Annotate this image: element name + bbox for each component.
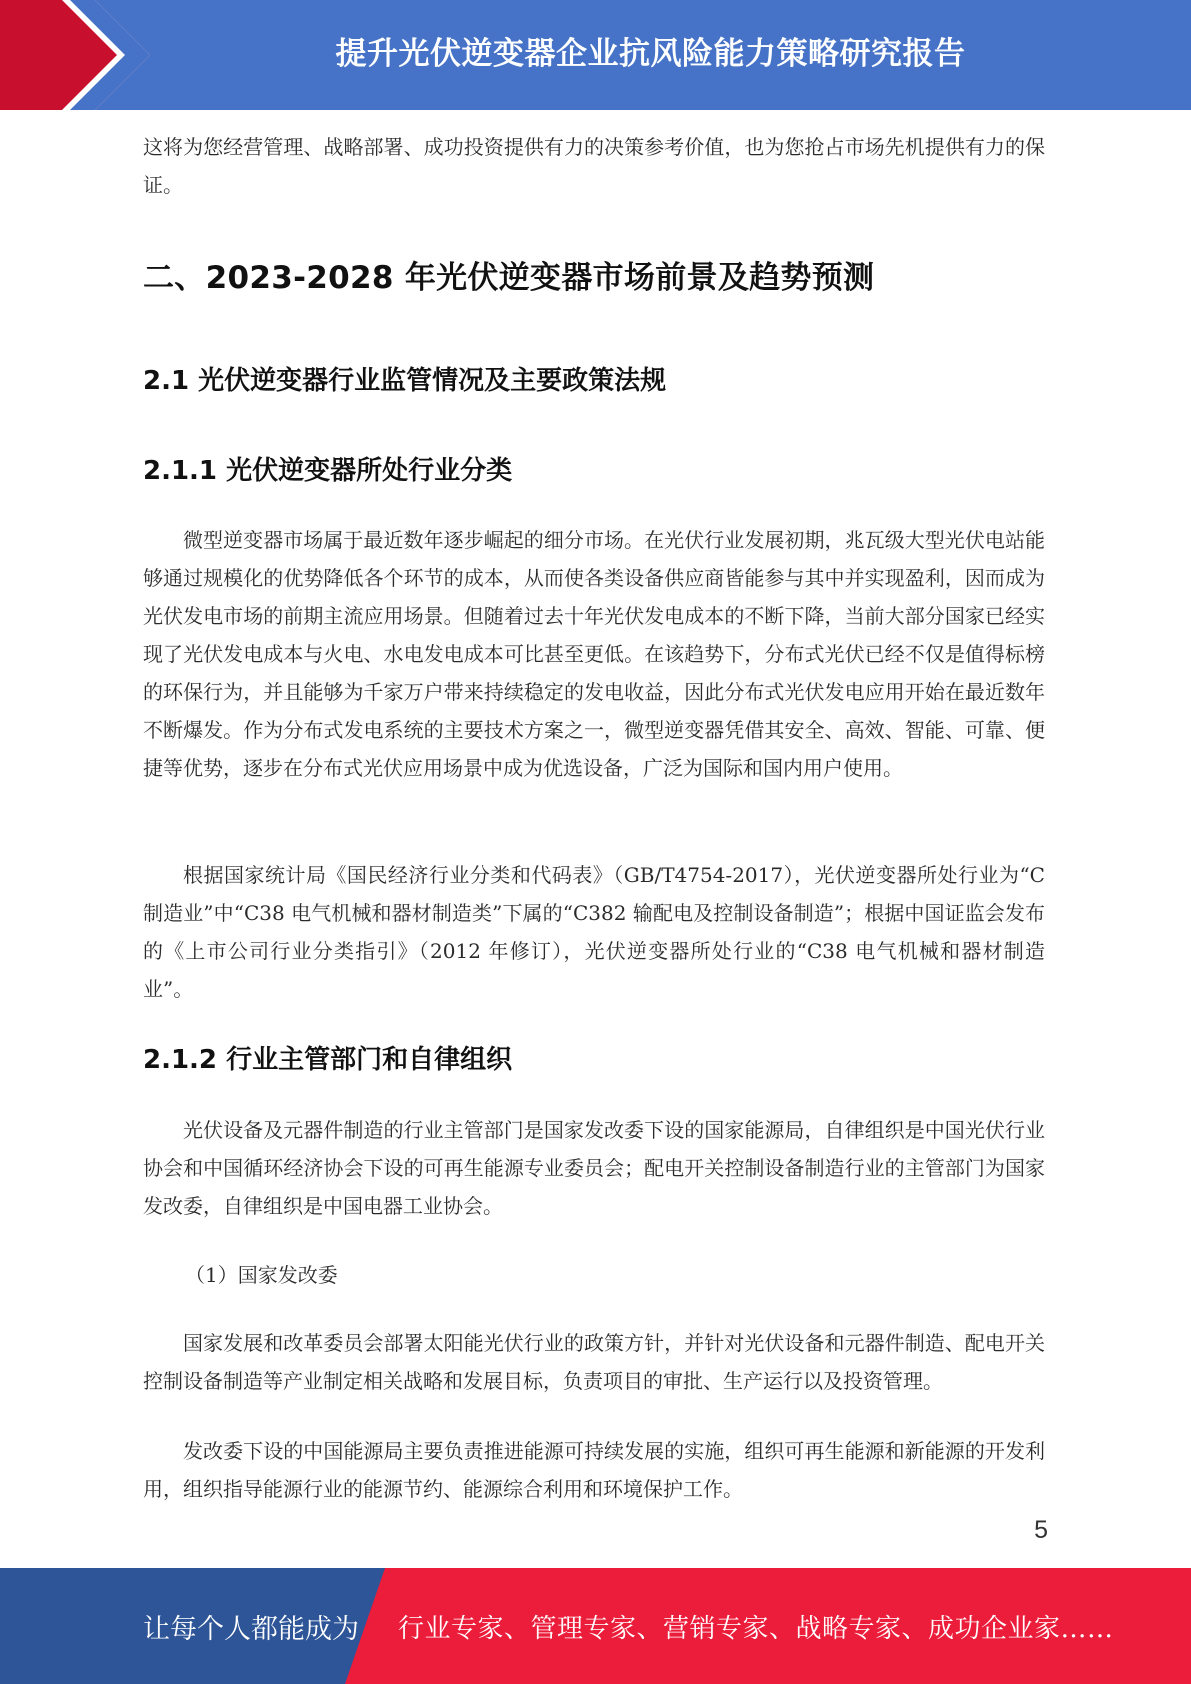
report-title: 提升光伏逆变器企业抗风险能力策略研究报告 <box>335 35 966 72</box>
paragraph-ndrc-duties: 国家发展和改革委员会部署太阳能光伏行业的政策方针，并针对光伏设备和元器件制造、配电开关控制设备制造等产业制定相关战略和发展目标，负责项目的审批、生产运行以及投资管理。 <box>143 1331 1045 1393</box>
intro-paragraph: 这将为您经营管理、战略部署、成功投资提供有力的决策参考价值，也为您抢占市场先机提供有力的保证。 <box>143 135 1045 197</box>
paragraph-microinverter-market: 微型逆变器市场属于最近数年逐步崛起的细分市场。在光伏行业发展初期，兆瓦级大型光伏电站能够通过规模化的优势降低各个环节的成本，从而使各类设备供应商皆能参与其中并实现盈利，因而成为光伏发电市场的前期主流应用场景。但随着过去十年光伏发电成本的不断下降，当前大部分国家已经实现了光伏发电成本与火电、水电发电成本可比甚至更低。在该趋势下，分布式光伏已经不仅是值得标榜的环保行为，并且能够为千家万户带来持续稳定的发电收益，因此分布式光伏发电应用开始在最近数年不断爆发。作为分布式发电系统的主要技术方案之一，微型逆变器凭借其安全、高效、智能、可靠、便捷等优势，逐步在分布式光伏应用场景中成为优选设备，广泛为国际和国内用户使用。 <box>143 528 1045 780</box>
subsection-heading-2-1-1: 2.1.1 光伏逆变器所处行业分类 <box>143 456 513 486</box>
subsection-heading-2-1-2: 2.1.2 行业主管部门和自律组织 <box>143 1045 513 1075</box>
footer-slogan-right: 行业专家、管理专家、营销专家、战略专家、成功企业家…… <box>398 1613 1114 1644</box>
footer-slogan-left: 让每个人都能成为 <box>143 1613 359 1645</box>
paragraph-regulators: 光伏设备及元器件制造的行业主管部门是国家发改委下设的国家能源局，自律组织是中国光伏行业协会和中国循环经济协会下设的可再生能源专业委员会；配电开关控制设备制造行业的主管部门为国家发改委，自律组织是中国电器工业协会。 <box>143 1118 1045 1218</box>
header-band <box>0 0 1191 110</box>
footer-band <box>0 1568 1191 1684</box>
subsection-heading-2-1: 2.1 光伏逆变器行业监管情况及主要政策法规 <box>143 366 667 396</box>
list-label-ndrc: （1）国家发改委 <box>185 1263 338 1287</box>
paragraph-industry-classification: 根据国家统计局《国民经济行业分类和代码表》（GB/T4754-2017），光伏逆变器所处行业为“C 制造业”中“C38 电气机械和器材制造类”下属的“C382 输配电及控制设备制造”；根据中国证监会发布的《上市公司行业分类指引》（2012 年修订），光伏逆变器所处行业的“C38 电气机械和器材制造业”。 <box>143 863 1045 1001</box>
section-heading-2: 二、2023-2028 年光伏逆变器市场前景及趋势预测 <box>143 260 875 296</box>
chevron-arrow-icon <box>0 0 170 110</box>
page-number: 5 <box>1034 1516 1048 1544</box>
paragraph-energy-bureau: 发改委下设的中国能源局主要负责推进能源可持续发展的实施，组织可再生能源和新能源的开发利用，组织指导能源行业的能源节约、能源综合利用和环境保护工作。 <box>143 1439 1045 1501</box>
